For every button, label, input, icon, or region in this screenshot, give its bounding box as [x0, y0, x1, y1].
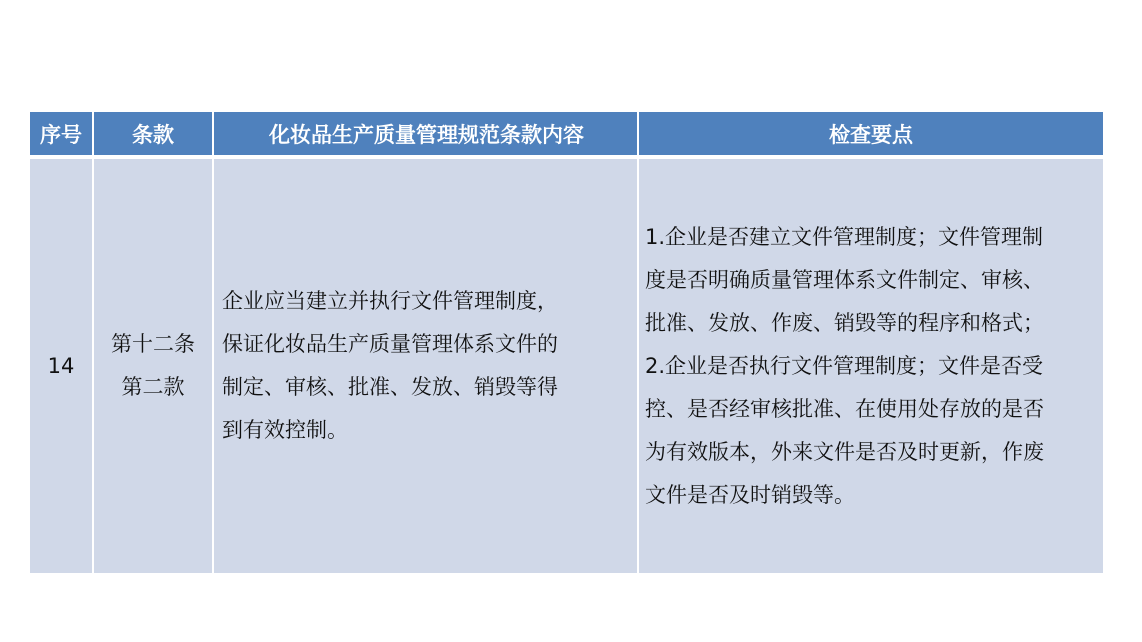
header-content: 化妆品生产质量管理规范条款内容 [213, 112, 638, 157]
content-line: 保证化妆品生产质量管理体系文件的 [222, 332, 558, 356]
points-line: 2.企业是否执行文件管理制度；文件是否受 [645, 353, 1044, 378]
points-line: 度是否明确质量管理体系文件制定、审核、 [645, 267, 1044, 292]
points-line: 为有效版本，外来文件是否及时更新，作废 [645, 439, 1044, 464]
header-clause: 条款 [93, 112, 213, 157]
content-line: 到有效控制。 [222, 418, 348, 442]
header-row [30, 112, 1103, 157]
points-line: 1.企业是否建立文件管理制度；文件管理制 [645, 224, 1044, 249]
cell-seq: 14 [30, 157, 93, 573]
header-seq: 序号 [30, 112, 93, 157]
header-points: 检查要点 [638, 112, 1103, 157]
points-line: 文件是否及时销毁等。 [645, 482, 855, 507]
points-line: 批准、发放、作废、销毁等的程序和格式； [645, 310, 1044, 335]
points-line: 控、是否经审核批准、在使用处存放的是否 [645, 396, 1044, 421]
clause-line: 第十二条 [111, 332, 195, 356]
content-line: 企业应当建立并执行文件管理制度， [222, 289, 558, 313]
table-header [30, 112, 1103, 157]
cell-points [638, 157, 1103, 573]
table-row [30, 157, 1103, 573]
content-line: 制定、审核、批准、发放、销毁等得 [222, 375, 558, 399]
cell-clause [93, 157, 213, 573]
inspection-table [30, 112, 1103, 573]
cell-content [213, 157, 638, 573]
clause-line: 第二款 [121, 375, 185, 399]
